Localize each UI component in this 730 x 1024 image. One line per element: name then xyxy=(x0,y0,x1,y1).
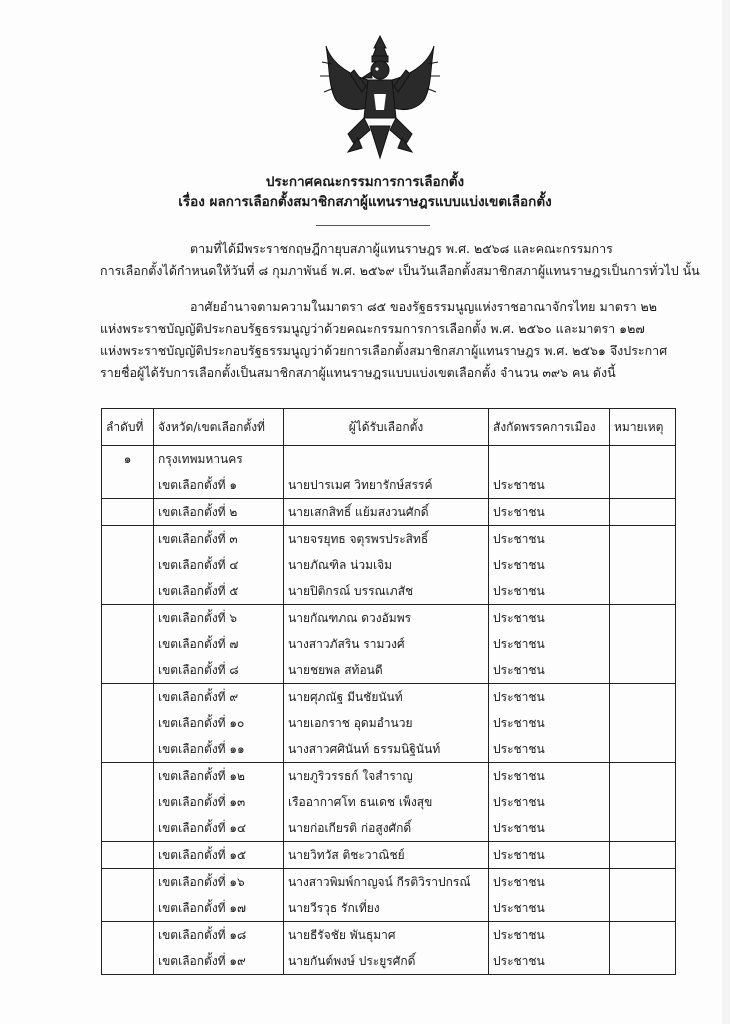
district-cell: เขตเลือกตั้งที่ ๑๔ xyxy=(154,815,284,842)
candidate-cell: นางสาวศศินันท์ ธรรมนิฐินันท์ xyxy=(284,736,489,763)
garuda-emblem-icon xyxy=(318,34,442,162)
paragraph-2-line-1: อาศัยอำนาจตามความในมาตรา ๘๕ ของรัฐธรรมนูญแห่งราชอาณาจักรไทย มาตรา ๒๒ xyxy=(190,299,658,314)
paragraph-1-line-2: การเลือกตั้งได้กำหนดให้วันที่ ๘ กุมภาพันธ์ พ.ศ. ๒๕๖๙ เป็นวันเลือกตั้งสมาชิกสภาผู้แทนราษฎรเป็นการทั่วไป นั้น xyxy=(100,263,700,278)
note-cell xyxy=(610,842,676,869)
candidate-cell: นายปารเมศ วิทยารักษ์สรรค์ xyxy=(284,472,489,499)
empty-cell xyxy=(610,446,676,473)
seq-cell xyxy=(102,736,154,763)
district-cell: เขตเลือกตั้งที่ ๖ xyxy=(154,605,284,632)
candidate-cell: นายธีรัจชัย พันธุมาศ xyxy=(284,922,489,949)
province-row xyxy=(102,446,676,473)
candidate-cell: นายกัณฑภณ ดวงอัมพร xyxy=(284,605,489,632)
district-cell: เขตเลือกตั้งที่ ๑๗ xyxy=(154,895,284,922)
candidate-cell: นายชยพล สท้อนดี xyxy=(284,657,489,684)
note-cell xyxy=(610,789,676,815)
candidate-cell: นายจรยุทธ จตุรพรประสิทธิ์ xyxy=(284,526,489,553)
table-row xyxy=(102,605,676,632)
district-cell: เขตเลือกตั้งที่ ๑๙ xyxy=(154,948,284,975)
party-cell: ประชาชน xyxy=(489,736,610,763)
party-cell: ประชาชน xyxy=(489,763,610,790)
seq-cell xyxy=(102,789,154,815)
seq-cell xyxy=(102,526,154,553)
note-cell xyxy=(610,578,676,605)
note-cell xyxy=(610,948,676,975)
district-cell: เขตเลือกตั้งที่ ๗ xyxy=(154,631,284,657)
seq-cell xyxy=(102,842,154,869)
seq-cell xyxy=(102,815,154,842)
party-cell: ประชาชน xyxy=(489,657,610,684)
candidate-cell: เรืออากาศโท ธนเดช เพ็งสุข xyxy=(284,789,489,815)
note-cell xyxy=(610,895,676,922)
seq-cell xyxy=(102,631,154,657)
seq-cell xyxy=(102,552,154,578)
candidate-cell: นายก่อเกียรติ ก่อสูงศักดิ์ xyxy=(284,815,489,842)
note-cell xyxy=(610,552,676,578)
district-cell: เขตเลือกตั้งที่ ๓ xyxy=(154,526,284,553)
candidate-cell: นายกันต์พงษ์ ประยูรศักดิ์ xyxy=(284,948,489,975)
note-cell xyxy=(610,869,676,896)
table-row xyxy=(102,895,676,922)
district-cell: เขตเลือกตั้งที่ ๑๓ xyxy=(154,789,284,815)
note-cell xyxy=(610,499,676,526)
party-cell: ประชาชน xyxy=(489,895,610,922)
seq-cell xyxy=(102,605,154,632)
note-cell xyxy=(610,605,676,632)
district-cell: เขตเลือกตั้งที่ ๑ xyxy=(154,472,284,499)
table-row xyxy=(102,736,676,763)
note-cell xyxy=(610,631,676,657)
district-cell: เขตเลือกตั้งที่ ๑๖ xyxy=(154,869,284,896)
seq-cell xyxy=(102,684,154,711)
seq-cell xyxy=(102,578,154,605)
election-results-table xyxy=(101,408,676,975)
candidate-cell: นายภัณฑิล น่วมเจิม xyxy=(284,552,489,578)
note-cell xyxy=(610,684,676,711)
table-row xyxy=(102,552,676,578)
seq-cell: ๑ xyxy=(102,446,154,473)
header-note: หมายเหตุ xyxy=(610,409,676,446)
note-cell xyxy=(610,526,676,553)
party-cell: ประชาชน xyxy=(489,710,610,736)
note-cell xyxy=(610,657,676,684)
candidate-cell: นายเอกราช อุดมอำนวย xyxy=(284,710,489,736)
party-cell: ประชาชน xyxy=(489,499,610,526)
table-row xyxy=(102,526,676,553)
district-cell: เขตเลือกตั้งที่ ๙ xyxy=(154,684,284,711)
party-cell: ประชาชน xyxy=(489,869,610,896)
seq-cell xyxy=(102,922,154,949)
seq-cell xyxy=(102,710,154,736)
table-row xyxy=(102,789,676,815)
party-cell: ประชาชน xyxy=(489,578,610,605)
candidate-cell: นายเสกสิทธิ์ แย้มสงวนศักดิ์ xyxy=(284,499,489,526)
party-cell: ประชาชน xyxy=(489,605,610,632)
party-cell: ประชาชน xyxy=(489,789,610,815)
header-district: จังหวัด/เขตเลือกตั้งที่ xyxy=(154,409,284,446)
seq-cell xyxy=(102,499,154,526)
announcement-issuer: ประกาศคณะกรรมการการเลือกตั้ง xyxy=(265,174,465,190)
candidate-cell: นายศุภณัฐ มีนชัยนันท์ xyxy=(284,684,489,711)
party-cell: ประชาชน xyxy=(489,815,610,842)
table-row xyxy=(102,815,676,842)
candidate-cell: นางสาวพิมพ์กาญจน์ กีรติวิราปกรณ์ xyxy=(284,869,489,896)
seq-cell xyxy=(102,895,154,922)
table-row xyxy=(102,499,676,526)
party-cell: ประชาชน xyxy=(489,526,610,553)
party-cell: ประชาชน xyxy=(489,922,610,949)
note-cell xyxy=(610,763,676,790)
party-cell: ประชาชน xyxy=(489,842,610,869)
district-cell: เขตเลือกตั้งที่ ๔ xyxy=(154,552,284,578)
district-cell: เขตเลือกตั้งที่ ๑๕ xyxy=(154,842,284,869)
seq-cell xyxy=(102,763,154,790)
note-cell xyxy=(610,922,676,949)
party-cell: ประชาชน xyxy=(489,472,610,499)
district-cell: เขตเลือกตั้งที่ ๑๐ xyxy=(154,710,284,736)
party-cell: ประชาชน xyxy=(489,948,610,975)
table-row xyxy=(102,578,676,605)
district-cell: เขตเลือกตั้งที่ ๘ xyxy=(154,657,284,684)
candidate-cell: นายวิทวัส ติชะวาณิชย์ xyxy=(284,842,489,869)
header-party: สังกัดพรรคการเมือง xyxy=(489,409,610,446)
district-cell: เขตเลือกตั้งที่ ๑๒ xyxy=(154,763,284,790)
note-cell xyxy=(610,815,676,842)
district-cell: เขตเลือกตั้งที่ ๑๘ xyxy=(154,922,284,949)
paragraph-2-line-4: รายชื่อผู้ได้รับการเลือกตั้งเป็นสมาชิกสภาผู้แทนราษฎรแบบแบ่งเขตเลือกตั้ง จำนวน ๓๙๖ คน ดังนี้ xyxy=(100,365,616,380)
table-row xyxy=(102,684,676,711)
paragraph-1-line-1: ตามที่ได้มีพระราชกฤษฎีกายุบสภาผู้แทนราษฎร พ.ศ. ๒๕๖๘ และคณะกรรมการ xyxy=(190,241,613,256)
candidate-cell: นายปิติกรณ์ บรรณเภสัช xyxy=(284,578,489,605)
party-cell: ประชาชน xyxy=(489,684,610,711)
province-cell: กรุงเทพมหานคร xyxy=(154,446,284,473)
paragraph-2-line-3: แห่งพระราชบัญญัติประกอบรัฐธรรมนูญว่าด้วยการเลือกตั้งสมาชิกสภาผู้แทนราษฎร พ.ศ. ๒๕๖๑ จึงประกาศ xyxy=(100,343,668,358)
party-cell: ประชาชน xyxy=(489,552,610,578)
table-row xyxy=(102,631,676,657)
note-cell xyxy=(610,736,676,763)
table-row xyxy=(102,948,676,975)
table-row xyxy=(102,472,676,499)
table-row xyxy=(102,922,676,949)
paragraph-2-line-2: แห่งพระราชบัญญัติประกอบรัฐธรรมนูญว่าด้วยคณะกรรมการการเลือกตั้ง พ.ศ. ๒๕๖๐ และมาตรา ๑๒๗ xyxy=(100,321,645,336)
table-header-row xyxy=(102,409,676,446)
announcement-subject: เรื่อง ผลการเลือกตั้งสมาชิกสภาผู้แทนราษฎรแบบแบ่งเขตเลือกตั้ง xyxy=(178,194,552,210)
seq-cell xyxy=(102,948,154,975)
district-cell: เขตเลือกตั้งที่ ๕ xyxy=(154,578,284,605)
table-row xyxy=(102,763,676,790)
table-row xyxy=(102,869,676,896)
district-cell: เขตเลือกตั้งที่ ๒ xyxy=(154,499,284,526)
table-row xyxy=(102,710,676,736)
empty-cell xyxy=(284,446,489,473)
district-cell: เขตเลือกตั้งที่ ๑๑ xyxy=(154,736,284,763)
seq-cell xyxy=(102,869,154,896)
empty-cell xyxy=(489,446,610,473)
party-cell: ประชาชน xyxy=(489,631,610,657)
seq-cell xyxy=(102,472,154,499)
header-candidate: ผู้ได้รับเลือกตั้ง xyxy=(284,409,489,446)
note-cell xyxy=(610,472,676,499)
candidate-cell: นายภูริวรรธก์ ใจสำราญ xyxy=(284,763,489,790)
candidate-cell: นายวีรวุธ รักเที่ยง xyxy=(284,895,489,922)
table-row xyxy=(102,842,676,869)
header-seq: ลำดับที่ xyxy=(102,409,154,446)
title-divider xyxy=(316,225,430,226)
table-body xyxy=(102,446,676,975)
note-cell xyxy=(610,710,676,736)
candidate-cell: นางสาวภัสริน รามวงศ์ xyxy=(284,631,489,657)
seq-cell xyxy=(102,657,154,684)
table-row xyxy=(102,657,676,684)
